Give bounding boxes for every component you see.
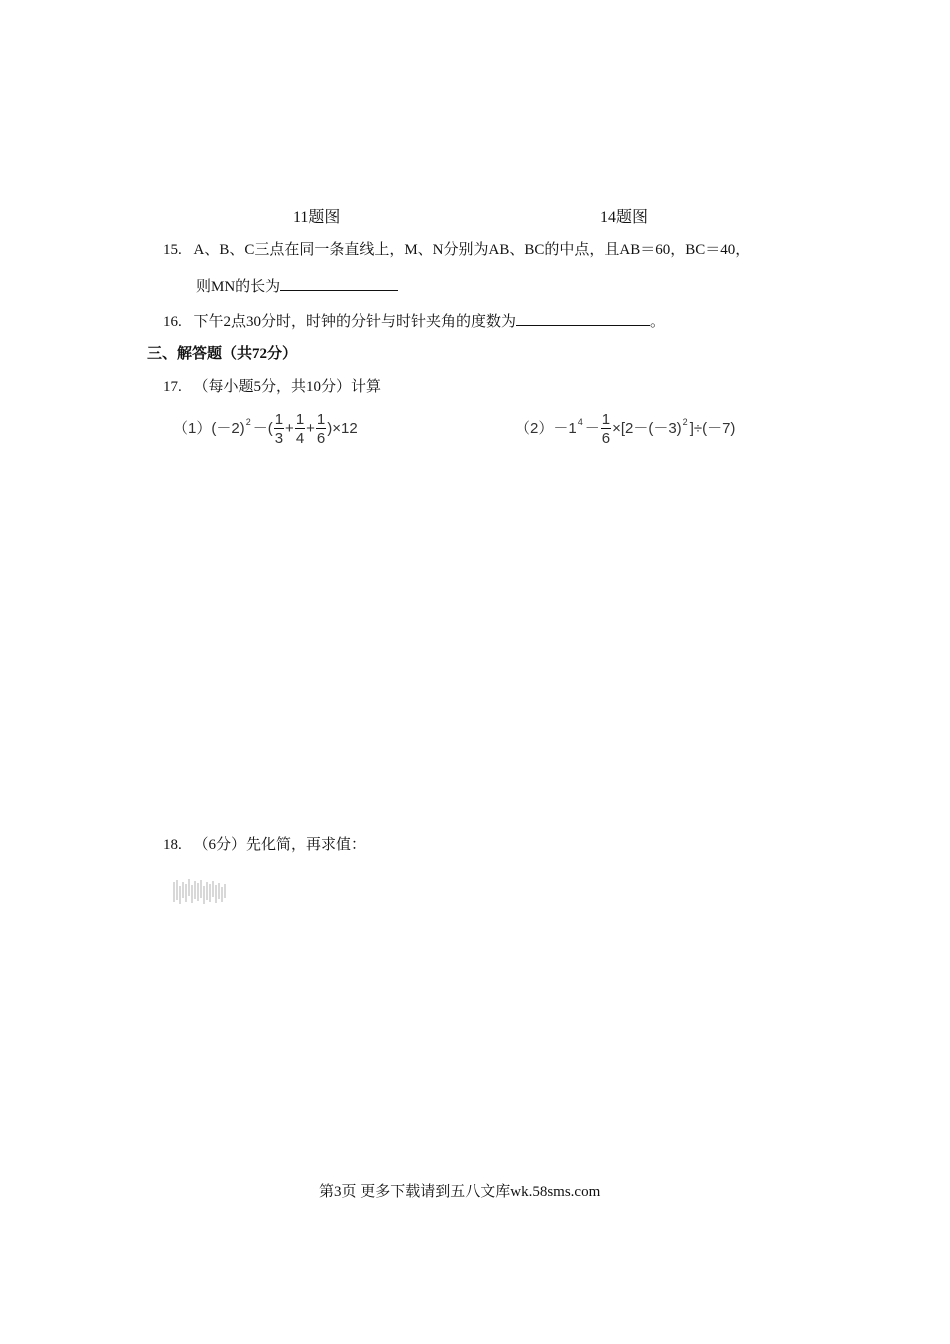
- question-end-mark: 。: [650, 314, 666, 330]
- math-exponent: 4: [577, 416, 583, 427]
- answer-blank[interactable]: [516, 309, 650, 326]
- question-number: 15.: [163, 242, 182, 258]
- question-text: （每小题5分，共10分）计算: [193, 379, 382, 395]
- fraction-numerator: 1: [295, 411, 305, 428]
- question-17: [163, 375, 381, 396]
- page-footer: 第3页 更多下载请到五八文库wk.58sms.com: [319, 1184, 601, 1200]
- question-15-line2: [196, 274, 398, 296]
- fraction-denominator: 3: [274, 430, 284, 447]
- math-operator: +: [306, 419, 315, 437]
- question-number: 18.: [163, 837, 182, 853]
- fraction-numerator: 1: [274, 411, 284, 428]
- math-base: －1: [553, 419, 577, 437]
- section-3-title: 三、解答题（共72分）: [147, 346, 298, 362]
- math-tail: ]÷(－7): [689, 419, 736, 437]
- fraction-numerator: 1: [316, 411, 326, 428]
- math-exponent: 2: [682, 416, 688, 427]
- math-operator: －(: [252, 419, 273, 437]
- question-16: [163, 309, 665, 331]
- question-text: 下午2点30分时，时钟的分针与时针夹角的度数为: [193, 314, 517, 330]
- math-exponent: 2: [245, 416, 251, 427]
- answer-blank[interactable]: [280, 274, 398, 291]
- figure-11-caption: 11题图: [293, 209, 341, 226]
- math-middle: ×[2－(－3): [612, 419, 682, 437]
- question-15: [163, 238, 750, 259]
- math-operator: +: [285, 419, 294, 437]
- fraction: [295, 412, 305, 446]
- fraction-denominator: 6: [316, 430, 326, 447]
- question-number: 16.: [163, 314, 182, 330]
- math-tail: )×12: [327, 419, 358, 437]
- question-18: [163, 833, 366, 854]
- part-label: （1）: [173, 419, 212, 437]
- question-17-part1: [173, 412, 358, 446]
- math-operator: －: [584, 419, 600, 437]
- question-number: 17.: [163, 379, 182, 395]
- fraction-numerator: 1: [601, 411, 611, 428]
- question-text: （6分）先化简，再求值：: [193, 837, 367, 853]
- formula-image: [172, 876, 228, 906]
- fraction-denominator: 6: [601, 430, 611, 447]
- fraction: [316, 412, 326, 446]
- part-label: （2）: [515, 419, 554, 437]
- figure-14-caption: 14题图: [600, 209, 649, 226]
- fraction-denominator: 4: [295, 430, 305, 447]
- fraction: [601, 412, 611, 446]
- fraction: [274, 412, 284, 446]
- math-base: (－2): [211, 419, 245, 437]
- question-17-part2: [515, 412, 735, 446]
- question-text: A、B、C三点在同一条直线上，M、N分别为AB、BC的中点，且AB＝60，BC＝40，: [193, 242, 751, 258]
- question-text: 则MN的长为: [196, 279, 281, 295]
